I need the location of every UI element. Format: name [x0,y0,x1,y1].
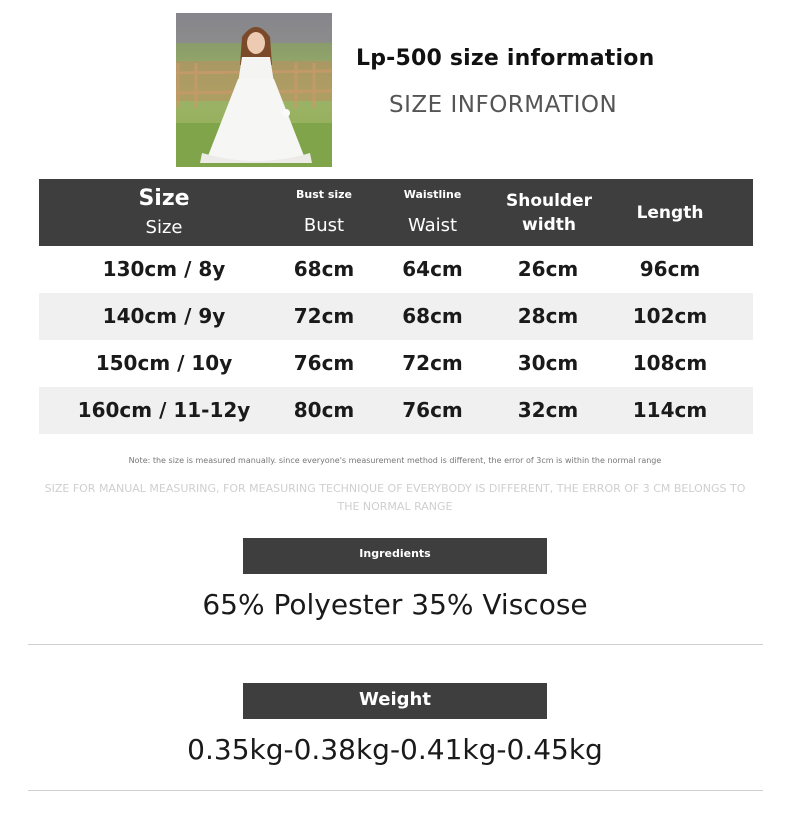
header-length-label: Length [636,202,704,223]
divider [28,790,763,791]
ingredients-label: Ingredients [243,538,547,574]
page-subtitle: SIZE INFORMATION [389,92,618,118]
cell-bust: 76cm [293,351,355,375]
header-shoulder-label: Shoulder width [505,190,593,235]
weight-label: Weight [243,683,547,719]
cell-bust: 72cm [293,304,355,328]
cell-size: 130cm / 8y [102,257,226,281]
header-size-sublabel: Size [145,216,183,238]
page-title: Lp-500 size information [356,46,655,71]
header-waist-sublabel: Waist [407,214,458,236]
table-row [39,293,753,340]
cell-length: 102cm [632,304,708,328]
header-bust-label: Bust size [295,187,353,201]
cell-shoulder: 30cm [517,351,579,375]
header-length [614,179,726,246]
ingredients-value: 65% Polyester 35% Viscose [202,588,588,621]
header-shoulder [502,179,596,246]
header-waist-label: Waistline [403,187,462,201]
table-row [39,387,753,434]
weight-value: 0.35kg-0.38kg-0.41kg-0.45kg [187,733,603,766]
header-size [39,179,289,246]
cell-size: 150cm / 10y [95,351,233,375]
measurement-note-caps: SIZE FOR MANUAL MEASURING, FOR MEASURING TECHNIQUE OF EVERYBODY IS DIFFERENT, THE ERROR OF 3 CM BELONGS TO THE NORMAL RANGE [44,482,746,513]
table-row [39,340,753,387]
cell-size: 160cm / 11-12y [77,398,251,422]
cell-shoulder: 28cm [517,304,579,328]
cell-bust: 80cm [293,398,355,422]
cell-waist: 72cm [402,351,463,375]
product-photo [176,13,332,167]
cell-shoulder: 32cm [517,398,579,422]
girl-in-white-dress-photo [176,13,332,167]
header-bust [289,179,359,246]
cell-waist: 68cm [402,304,463,328]
divider [28,644,763,645]
cell-length: 114cm [632,398,708,422]
cell-size: 140cm / 9y [102,304,226,328]
measurement-note: Note: the size is measured manually. since everyone's measurement method is different, the error of 3cm is within the normal range [128,456,662,465]
size-table [39,179,753,434]
cell-waist: 76cm [402,398,463,422]
cell-length: 96cm [639,257,701,281]
cell-bust: 68cm [293,257,355,281]
header-waist [379,179,486,246]
cell-waist: 64cm [402,257,463,281]
table-row [39,246,753,293]
size-table-header [39,179,753,246]
cell-shoulder: 26cm [517,257,579,281]
header-bust-sublabel: Bust [303,214,345,236]
header-size-label: Size [138,185,190,211]
cell-length: 108cm [632,351,708,375]
